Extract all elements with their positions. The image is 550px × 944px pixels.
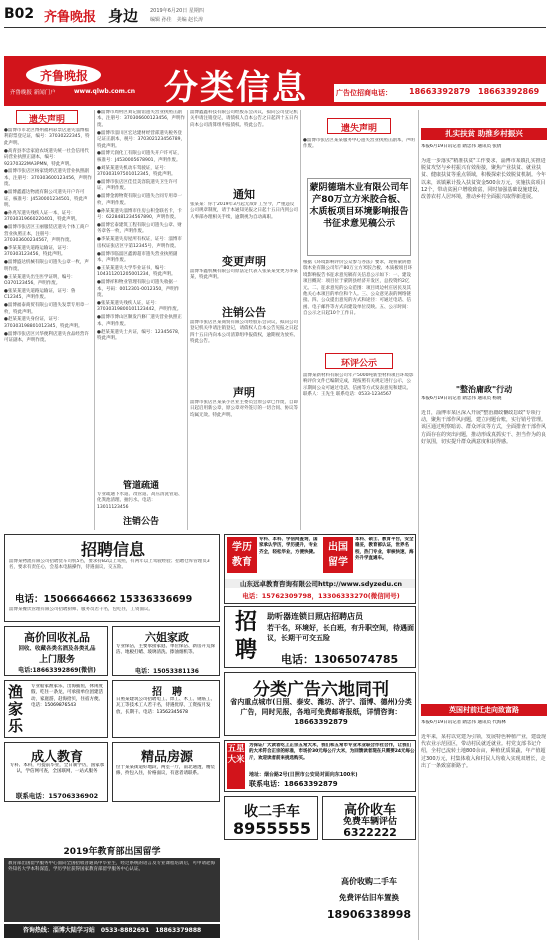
six-city-text: 省内重点城市(日照、泰安、潍坊、济宁、淄博、德州)分类广告，同时见报，各地可免费邮寄报纸，详情咨询：18663392879 [230, 698, 412, 726]
notice-item: ●刘某某遗失机动车驾驶证，证号：370303197501012345，特此声明。 [97, 165, 176, 178]
recruit-info-phone: 电话：15066646662 15336336699 [15, 594, 193, 605]
notice-item: ●张某某遗失残疾人证，证号：37030319800101123442，声明作废。 [97, 300, 182, 313]
recruit-2-ad [112, 680, 220, 738]
study-abroad-label-1: 出国 [328, 542, 348, 553]
study-banner-footer: 咨询热线：淄博大陆学习站 0533-8882691 18863379888 [4, 924, 220, 938]
header-logo: 齐鲁晚报 [44, 10, 97, 25]
banner-logo: 齐鲁晚报 [40, 69, 89, 83]
eia-text: 淄博某新材料有限公司年产5000吨新型材料项目环境影响评价文件已编制完成，现按照有关规定进行公示，公示期间公众可通过电话、信函等方式发表意见和建议。联系人：王先生 联系电话：0533-1234567 [303, 373, 414, 398]
banner-title: 分类信息 [164, 68, 308, 108]
notice-item: ●王某某遗失大学毕业证书，编号：104311201205001234，特此声明。 [97, 265, 176, 278]
eia-title: 环评公示 [340, 359, 377, 369]
col3-top-text: 淄博鑫鑫科技有限公司经股东会决议，拟向公司登记机关申请注销登记，请债权人自本公告之日起四十五日内向本公司清算组申报债权。特此公告。 [190, 110, 298, 128]
notice-item: ●淄博市张店区杨家烧烤店遗失营业执照副本，注册号：370303600123456，声明作废。 [4, 169, 92, 188]
header-date: 2019年6月20日 星期四 [150, 8, 204, 14]
notice-item: ●淄博市淄川区宏达建材经营部遗失税务登记证正副本，税号：370302123456789，特此声明。 [97, 130, 185, 149]
notice-item: ●淄博祥和物业管理有限公司遗失收据一本，号码：0012301-0012350，声明作废。 [97, 280, 180, 299]
notice-item: ●孙某某遗失淄博市住房公积金联名卡，卡号：6228481234567890，声明作废。 [97, 208, 182, 221]
poverty-title: 扎实扶贫 助推乡村振兴 [421, 128, 547, 140]
column-2 [97, 110, 185, 530]
six-city-title: 分类广告六地同刊 [253, 680, 389, 700]
lost-notice-title-2: 遗失声明 [340, 124, 377, 134]
col-divider [300, 110, 301, 530]
notice-text: 张某某：你于2019年3月起无故旷工至今，严重违反公司规章制度，请于本通知见报之日起十五日内到公司人事部办理相关手续，逾期视为自动离职。 [190, 202, 298, 220]
study-abroad-label [323, 537, 353, 573]
six-city-ad [224, 672, 416, 736]
notice-item: ●赵某某遗失士兵证，编号：12345678，特此声明。 [97, 329, 183, 341]
notice-item: ●淄博福泰商贸有限公司遗失发票专用章一枚，特此声明。 [4, 303, 89, 315]
adult-edu-phone: 联系电话：15706336902 [15, 792, 99, 800]
fishing-text: 专业船家渔家乐，出海捕鱼，休闲度假，吃住一条龙，可承接单位团建活动，家庭游，赶海拾贝，住宿方便。电话：15069876543 [31, 684, 103, 709]
study-abroad-label-2: 留学 [328, 557, 348, 568]
rice-label: 五星大米 [227, 743, 245, 789]
education-label-2: 教育 [232, 557, 252, 568]
village-byline: 本报6月19日讯记者 隋忠伟 通讯员 代海林 [421, 720, 506, 725]
gift-recycle-title: 高价回收礼品 [24, 631, 90, 644]
education-label-1: 学历 [232, 542, 252, 553]
pipe-text: 专业疏通下水道、改管道、高压清洗管道、化粪池清理、抽污水。电话：13011123456 [97, 492, 183, 510]
car-buy-phone: 6322222 [343, 826, 397, 839]
recruit-info-tail: 淄博某餐饮管理有限公司招聘厨师、服务员若干名，包吃住，工资面议。 [9, 607, 153, 612]
used-car-ad [224, 796, 318, 840]
rectify-text: 近日，淄博市某区深入开展"整治庸政懒政怠政"专项行动，聚焦干部作风问题，建立问题台账，实行销号管理。该区通过明察暗访、群众评议等方式，全面排查干部作风方面存在的突出问题，推动形成真抓实干、担当作为的良好氛围，切实提升群众满意度和获得感。 [421, 410, 547, 445]
hearing-recruit-big [229, 609, 263, 665]
notice-item: ●淄博宏泰建筑工程有限公司遗失公章、财务章各一枚，声明作废。 [97, 223, 182, 235]
notice-item: ●王某某遗失出生医学证明，编号：O370123456，声明作废。 [4, 274, 76, 286]
cancel-notice-title: 注销公告 [222, 306, 266, 319]
hearing-recruit-phone: 电话：13065074785 [281, 653, 399, 666]
education-ad [224, 534, 416, 604]
rice-addr: 地址：烟台路2号(日照市公安局对面向东100米) [249, 772, 358, 778]
hearing-recruit-ad [224, 606, 416, 668]
hearing-recruit-big-2: 聘 [234, 638, 257, 663]
recruit-2-text: 日照某建筑公司招聘电工、焊工、木工、钢筋工、瓦工等技术工人若干名，待遇优厚，工资按月发放，长期干。电话：13562345678 [116, 697, 215, 715]
header-editors: 编辑 孙佳 美编 赵长涛 [150, 17, 204, 23]
column-5 [421, 110, 547, 940]
car-buy-sub: 免费车辆评估 [342, 817, 397, 827]
car-buy-ad [322, 796, 416, 840]
cancel-notice-text: 淄博市张店区某商贸有限公司经股东会决议，拟向公司登记机关申请注销登记，请债权人自本公告见报之日起四十五日内向本公司清算组申报债权，逾期视为放弃。特此公告。 [190, 320, 298, 345]
column-4 [303, 110, 415, 530]
col-divider [94, 110, 95, 530]
education-phone: 电话：15762309798，13306333270(微信同号) [242, 592, 400, 600]
car-buy-title: 高价收车 [343, 803, 396, 818]
notice-item: ●淄博市博山区顺发汽修厂遗失营业执照正本，声明作废。 [97, 315, 182, 327]
study-banner-title: 2019年教育部出国留学 [63, 847, 161, 857]
header-rule [4, 27, 546, 28]
hearing-recruit-text: 若干名，环境好，长白班，有升职空间，待遇面议，长期干可交五险 [267, 624, 414, 642]
study-banner-ad [4, 806, 220, 940]
notice-item: ●高青县李忠家庭农场遗失统一社会信用代码营业执照正副本，编号：92370322MA3PMN，特此声明。 [4, 148, 89, 167]
lost-notice-list [4, 128, 92, 528]
education-org: 山东远卓教育咨询有限公司http://www.sdyzedu.cn [225, 579, 416, 588]
housekeeping-phone: 电话：15053381136 [135, 668, 199, 675]
col-divider [418, 110, 419, 940]
adult-edu-text: 专科、本科，可提前毕业，全日制学历，国家承认，学信网可查，全国联网，一站式服务 [9, 763, 105, 775]
notice-list-2 [97, 110, 185, 475]
notice-item: ●赵某某遗失身份证，证号：370303198801012345，特此声明。 [4, 317, 83, 329]
fishing-label: 渔家乐 [8, 683, 24, 735]
fishing-ad [4, 680, 108, 738]
notice-item: ●淄博鑫鑫达物流有限公司遗失开户许可证，核准号：J4530001234501，特此声明。 [4, 190, 88, 208]
recruit-info-ad [4, 534, 220, 622]
notice-item: ●淄博市张店区王丽服装店遗失个体工商户营业执照正本，注册号：370303600234567，声明作废。 [4, 225, 89, 243]
hearing-recruit-big-1: 招 [234, 610, 257, 635]
housing-text: 位于某某街道好地段，两室一厅，南北通透，精装修，拎包入住，价格面议，有意者请联系。 [116, 765, 215, 777]
used-car-title: 收二手车 [244, 804, 300, 820]
column-1 [4, 110, 92, 530]
section-title: 身边 [108, 7, 139, 25]
housing-title: 精品房源 [140, 750, 193, 765]
education-label [227, 537, 257, 573]
notice-item: ●李某某遗失道路运输证，证号：370303123456，特此声明。 [4, 245, 71, 258]
banner-phone-1: 18663392879 [409, 87, 471, 96]
poverty-byline: 本报6月19日讯记者 隋忠伟 通讯员 张倩 [421, 144, 502, 149]
classified-banner [4, 56, 546, 106]
notice-item: ●淄博盛达机械有限公司遗失公章一枚，声明作废。 [4, 260, 89, 272]
lost-notice-text-2: ●淄博市张店区某某服务中心遗失营业执照正副本，声明作废。 [303, 138, 415, 150]
notice-item: ●孙兆军遗失残疾人证一本，证号：37030319660220401，特此声明。 [4, 210, 80, 223]
gift-recycle-phone: 电话:18663392869(微信) [18, 667, 96, 674]
page-header [0, 0, 550, 30]
change-notice-title: 变更声明 [222, 255, 266, 268]
banner-slogan: 齐鲁晚报 新闻门户 [10, 90, 56, 96]
banner-url: www.qlwb.com.cn [74, 88, 136, 95]
adult-edu-title: 成人教育 [30, 750, 83, 765]
education-text-1: 专科、本科、学信网查询，国家承认学历，学历提升，专业齐全，轻松毕业，方便快捷。 [259, 537, 318, 555]
banner-phone-2: 18663392869 [478, 87, 540, 96]
rice-ad [224, 740, 416, 792]
column-3 [190, 110, 298, 530]
car-buy-2-ad [322, 844, 416, 940]
hearing-recruit-title: 助听器连锁日照店招聘店员 [267, 612, 363, 621]
car-buy-2-sub: 免费评估旧车置换 [339, 893, 399, 902]
poverty-text: 为进一步落实"精准扶贫"工作要求，淄博市某镇扎实推进脱贫攻坚与乡村振兴有效衔接，聚焦产业扶贫、就业扶贫、健康扶贫等重点领域，积极探索长效脱贫机制。今年以来，该镇累计投入扶贫资金500余万元，实施扶贫项目12个，带动贫困户增收致富，同时加强基础设施建设，改善农村人居环境，推动乡村全面振兴取得新进展。 [421, 158, 547, 201]
car-buy-2-phone: 18906338998 [326, 908, 412, 921]
rectify-title: "整治庸政"行动 [455, 385, 513, 394]
village-title: 英国村前迁走向致富路 [421, 704, 547, 716]
lost-notice-title: 遗失声明 [28, 115, 65, 125]
notice-item: ●淄博市张店区兴华便利店遗失食品经营许可证副本，声明作废。 [4, 331, 89, 344]
study-abroad-text: 本科、硕士、教育平台，安全稳妥，教育部认证，世界名校，热门专业，审核快速，海外升学直通车。 [355, 537, 414, 562]
notice-item: ●淄博天润化工有限公司遗失开户许可证，核准号：J4530005678901，声明作废。 [97, 151, 182, 163]
housekeeping-ad [112, 626, 220, 676]
rice-phone: 联系电话：18663392879 [249, 780, 338, 788]
change-notice-text: 淄博华鑫机械有限公司原法定代表人张某某变更为李某某，特此声明。 [190, 269, 298, 281]
eia-body: 根据《环境影响评价公众参与办法》要求，现将蒙阴德瑞木业有限公司年产80万立方米胶合板、木质板项目环境影响报告书征求意见稿有关信息公示如下：一、建设项目概况：项目位于蒙阴县经济开发区，总投资约2亿元。二、征求意见的公众范围：项目周边村庄居民及其他关心本项目的单位和个人。三、公众意见表的网络链接。四、公众提出意见的方式和途径：可通过电话、信函、电子邮件等方式向建设单位反映。五、公示时间：自公示之日起10个工作日。 [303, 260, 413, 317]
cancel-notice-title-2: 注销公告 [122, 517, 159, 527]
recruit-2-title: 招 聘 [152, 687, 182, 698]
notice-item: ●淄博市临淄区鑫源超市遗失营业执照副本，声明作废。 [97, 251, 178, 264]
col-divider [187, 110, 188, 530]
recruit-info-title: 招聘信息 [80, 540, 145, 559]
notice-title: 通知 [233, 188, 255, 201]
notice-item: ●李某某遗失房屋所有权证，证号：淄博市房权证张店区字第12345号，声明作废。 [97, 237, 182, 249]
study-banner-text: 教育部出国留学服务中心面向全国招收普通高中毕业生，经过系统的语言及专业课程培训后，可申请赴海外知名大学本科深造，学历学位获得国家教育部留学服务中心认证。 [8, 861, 215, 873]
banner-hotline-label: 广告位招商电话： [336, 89, 392, 97]
housekeeping-text: 专业保洁，主要承接家庭、单位保洁、新房开荒保洁、地板打蜡、玻璃清洗、擦油烟机等。 [116, 644, 215, 656]
recruit-info-text: 淄博某物流有限公司招聘货车司机5名，要求持B2以上驾照，有两年以上驾驶经验；招聘仓库管理员3名，要求有责任心，会基本电脑操作，待遇面议，交五险。 [9, 559, 210, 571]
gift-recycle-text: 回收、收藏各类名酒及各类礼品 [18, 646, 96, 652]
notice-item: ●张某某遗失道路运输证，证号：鲁C12345，声明作废。 [4, 288, 76, 301]
adult-edu-ad [4, 742, 108, 802]
village-text: 近年来，某村以党建为引领，发展特色种植产业，建设现代农业示范园区，带动村民就近就业。村党支部书记介绍，全村已流转土地800余亩，种植优质果蔬，年产值超过300万元，村集体收入和村民人均收入实现双增长，走出了一条致富新路子。 [421, 734, 547, 769]
used-car-phone: 8955555 [233, 819, 311, 838]
car-buy-2-title: 高价收购二手车 [341, 877, 397, 886]
pipe-title: 管道疏通 [122, 481, 159, 491]
notice-item: ●淄博市张店区佳佳美容院遗失卫生许可证，声明作废。 [97, 180, 178, 192]
notice-item: ●淄博市周村区刘记面馆遗失营业执照正副本，注册号：370306600123456，声明作废。 [97, 110, 185, 128]
rice-text: 为保证广大读者吃上正宗五常大米，我们和五常市专业米业联合作社合作，让我们的大米符合正宗的标准，市场价30元每公斤大米，为回馈读者现在只需要24元每公斤，欢迎读者前来挑选购买。 [249, 743, 415, 761]
gift-recycle-ad [4, 626, 108, 676]
rectify-byline: 本报6月19日讯记者 隋忠伟 通讯员 杨晓 [421, 396, 502, 401]
gift-recycle-sub: 上门服务 [38, 655, 75, 665]
eia-highlight: 蒙阴德瑞木业有限公司年产80万立方米胶合板、木质板项目环境影响报告书征求意见稿公示 [309, 183, 409, 229]
notice-item: ●淄博市市北区博州福利彩票店遗失淄博福利彩票登记证，编号：37030222345，特此声明。 [4, 128, 90, 146]
housekeeping-title: 六姐家政 [145, 631, 189, 644]
page-number: B02 [4, 6, 35, 22]
statement-text: 淄博市张店区某某小区业主委员会原公章已作废，自即日起启用新公章，原公章对外签订的一切合同、协议等均属无效。特此声明。 [190, 400, 298, 418]
notice-item: ●淄博金源物资有限公司遗失合同专用章一枚，声明作废。 [97, 194, 182, 206]
housing-ad [112, 742, 220, 802]
statement-title: 声明 [233, 386, 255, 399]
